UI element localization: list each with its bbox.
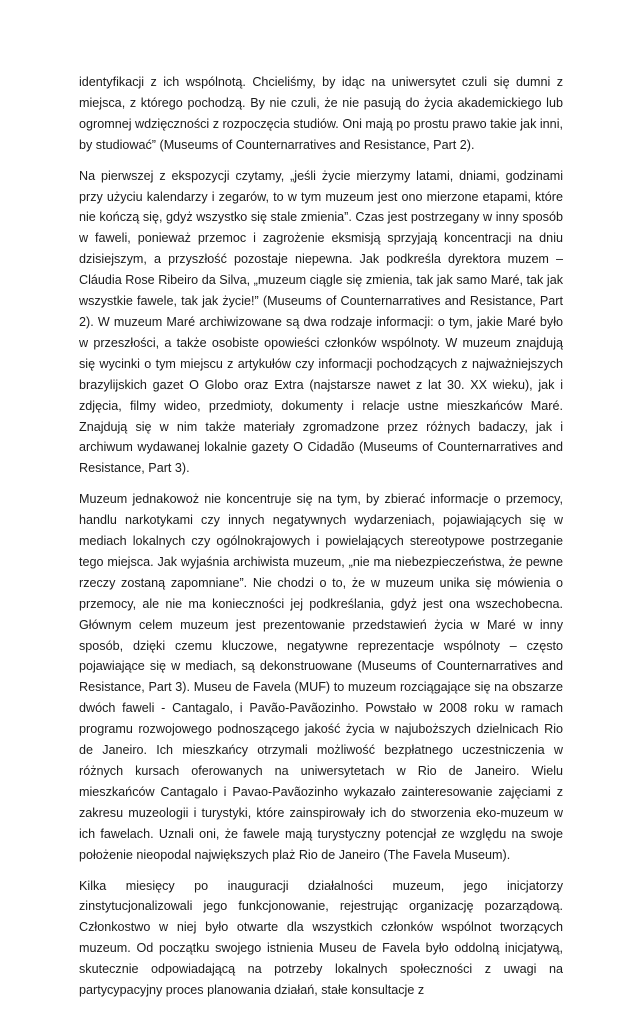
paragraph-2: Na pierwszej z ekspozycji czytamy, „jeśli życie mierzymy latami, dniami, godzinami przy użyciu kalendarzy i zegarów, to w tym muzeum jest ono mierzone etapami, które nie kończą się, gdyż wszystko się stale zmienia”. Czas jest postrzegany w inny sposób w faweli, ponieważ przemoc i zagrożenie eksmisją sprzyjają koncentracji na dniu dzisiejszym, a przyszłość pozostaje niepewna. Jak podkreśla dyrektora muzem – Cláudia Rose Ribeiro da Silva, „muzeum ciągle się zmienia, tak jak samo Maré, tak jak wszystkie fawele, tak jak życie!” (Museums of Counternarratives and Resistance, Part 2). W muzeum Maré archiwizowane są dwa rodzaje informacji: o tym, jakie Maré było w przeszłości, a także osobiste opowieści członków wspólnoty. W muzeum znajdują się wycinki o tym miejscu z artykułów czy informacji pochodzących z najważniejszych brazylijskich gazet O Globo oraz Extra (najstarsze nawet z lat 30. XX wieku), jak i zdjęcia, filmy wideo, przedmioty, dokumenty i relacje ustne mieszkańców Maré. Znajdują się w nim także materiały zgromadzone przez różnych badaczy, jak i archiwum wydawanej lokalnie gazety O Cidadão (Museums of Counternarratives and Resistance, Part 3).: [79, 168, 563, 476]
paragraph-3: Muzeum jednakowoż nie koncentruje się na tym, by zbierać informacje o przemocy, handlu narkotykami czy innych negatywnych wydarzeniach, pojawiających się w mediach lokalnych czy ogólnokrajowych i powielających stereotypowe postrzeganie tego miejsca. Jak wyjaśnia archiwista muzeum, „nie ma niebezpieczeństwa, że pewne rzeczy zostaną zapomniane”. Nie chodzi o to, że w muzeum unika się mówienia o przemocy, ale nie ma konieczności jej podkreślania, gdyż jest ona wszechobecna. Głównym celem muzeum jest prezentowanie przedstawień życia w Maré w inny sposób, dzięki czemu kluczowe, negatywne reprezentacje wspólnoty – często pojawiające się w mediach, są dekonstruowane (Museums of Counternarratives and Resistance, Part 3). Museu de Favela (MUF) to muzeum rozciągające się na obszarze dwóch faweli - Cantagalo, i Pavão-Pavãozinho. Powstało w 2008 roku w ramach programu rozwojowego podnoszącego jakość życia w najuboższych dzielnicach Rio de Janeiro. Ich mieszkańcy otrzymali możliwość bezpłatnego uczestniczenia w różnych kursach oferowanych na uniwersytetach w Rio de Janeiro. Wielu mieszkańców Cantagalo i Pavao-Pavãozinho wykazało zainteresowanie zajęciami z zakresu muzeologii i turystyki, które zainspirowały ich do stworzenia eko-muzeum w ich fawelach. Uznali oni, że fawele mają turystyczny potencjał ze względu na swoje położenie nieopodal największych plaż Rio de Janeiro (The Favela Museum).: [79, 492, 563, 862]
document-page: [79, 72, 563, 1011]
paragraph-1: identyfikacji z ich wspólnotą. Chcieliśmy, by idąc na uniwersytet czuli się dumni z miejsca, z którego pochodzą. By nie czuli, że nie pasują do życia akademickiego lub ogromnej wdzięczności z rozpoczęcia studiów. Oni mają po prostu prawo takie jak inni, by studiować” (Museums of Counternarratives and Resistance, Part 2).: [79, 75, 563, 152]
paragraph-4: Kilka miesięcy po inauguracji działalności muzeum, jego inicjatorzy zinstytucjonalizowali jego funkcjonowanie, rejestrując organizację pozarządową. Członkostwo w niej było otwarte dla wszystkich członków wspólnot tworzących muzeum. Od początku swojego istnienia Museu de Favela było oddolną inicjatywą, skutecznie odpowiadającą na potrzeby lokalnych społeczności z uwagi na partycypacyjny proces planowania działań, stałe konsultacje z: [79, 878, 563, 998]
